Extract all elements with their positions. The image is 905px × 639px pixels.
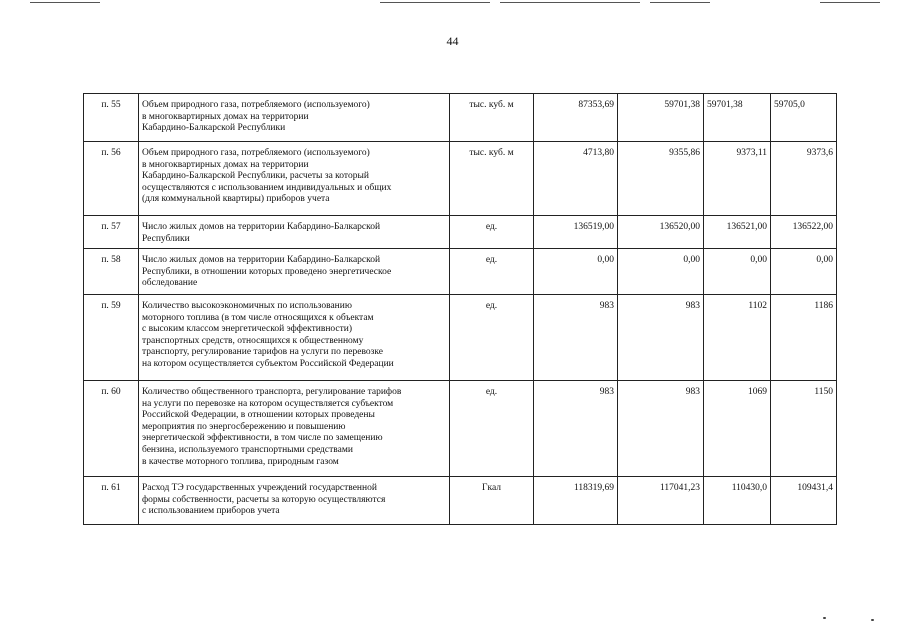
value-cell: 136522,00 [771, 216, 837, 249]
value-cell: 0,00 [618, 249, 704, 295]
value-cell: 9373,6 [771, 142, 837, 216]
value-cell: 117041,23 [618, 477, 704, 525]
value-cell: 1102 [704, 295, 771, 381]
row-unit: Гкал [450, 477, 534, 525]
indicator-table [83, 93, 837, 525]
row-unit: ед. [450, 249, 534, 295]
table-row [84, 249, 837, 295]
table-row [84, 477, 837, 525]
value-cell: 0,00 [771, 249, 837, 295]
value-cell: 1069 [704, 381, 771, 477]
value-cell: 983 [534, 295, 618, 381]
table-row [84, 94, 837, 142]
row-unit: ед. [450, 216, 534, 249]
value-cell: 983 [534, 381, 618, 477]
value-cell: 87353,69 [534, 94, 618, 142]
row-description: Количество общественного транспорта, регулирование тарифов на услуги по перевозке на котором осуществляется субъектом Российской Федерации, в отношении которых проведены мероприятия по энергосбережению и повышению энергетической эффективности, в том числе по замещению бензина, используемого транспортными средствами в качестве моторного топлива, природным газом [139, 381, 450, 477]
value-cell: 136520,00 [618, 216, 704, 249]
value-cell: 9373,11 [704, 142, 771, 216]
scan-edge-line [650, 2, 710, 3]
value-cell: 59705,0 [771, 94, 837, 142]
value-cell: 110430,0 [704, 477, 771, 525]
scan-speck [871, 619, 874, 621]
value-cell: 136519,00 [534, 216, 618, 249]
scan-edge-line [380, 2, 490, 3]
row-description: Расход ТЭ государственных учреждений государственной формы собственности, расчеты за которую осуществляются с использованием приборов учета [139, 477, 450, 525]
row-number: п. 57 [84, 216, 139, 249]
row-unit: ед. [450, 381, 534, 477]
value-cell: 0,00 [704, 249, 771, 295]
scan-speck [823, 617, 826, 619]
table-row [84, 142, 837, 216]
scan-edge-line [30, 2, 100, 3]
row-number: п. 58 [84, 249, 139, 295]
row-description: Объем природного газа, потребляемого (используемого) в многоквартирных домах на территории Кабардино-Балкарской Республики, расчеты за который осуществляются с использованием индивидуальных и общих (для коммунальной квартиры) приборов учета [139, 142, 450, 216]
value-cell: 1150 [771, 381, 837, 477]
row-number: п. 56 [84, 142, 139, 216]
value-cell: 983 [618, 381, 704, 477]
row-number: п. 55 [84, 94, 139, 142]
value-cell: 109431,4 [771, 477, 837, 525]
value-cell: 59701,38 [704, 94, 771, 142]
row-description: Количество высокоэкономичных по использованию моторного топлива (в том числе относящихся к объектам с высоким классом энергетической эффективности) транспортных средств, относящихся к общественному транспорту, регулирование тарифов на услуги по перевозке на котором осуществляется субъектом Российской Федерации [139, 295, 450, 381]
row-description: Число жилых домов на территории Кабардино-Балкарской Республики [139, 216, 450, 249]
value-cell: 983 [618, 295, 704, 381]
value-cell: 0,00 [534, 249, 618, 295]
row-description: Число жилых домов на территории Кабардино-Балкарской Республики, в отношении которых проведено энергетическое обследование [139, 249, 450, 295]
scan-edge-line [820, 2, 880, 3]
value-cell: 136521,00 [704, 216, 771, 249]
value-cell: 118319,69 [534, 477, 618, 525]
row-unit: ед. [450, 295, 534, 381]
page-number: 44 [446, 34, 459, 48]
row-description: Объем природного газа, потребляемого (используемого) в многоквартирных домах на территории Кабардино-Балкарской Республики [139, 94, 450, 142]
row-unit: тыс. куб. м [450, 142, 534, 216]
row-number: п. 61 [84, 477, 139, 525]
scan-edge-line [500, 2, 640, 3]
row-number: п. 59 [84, 295, 139, 381]
value-cell: 4713,80 [534, 142, 618, 216]
table-row [84, 295, 837, 381]
table-row [84, 381, 837, 477]
row-unit: тыс. куб. м [450, 94, 534, 142]
value-cell: 59701,38 [618, 94, 704, 142]
table-row [84, 216, 837, 249]
value-cell: 1186 [771, 295, 837, 381]
value-cell: 9355,86 [618, 142, 704, 216]
row-number: п. 60 [84, 381, 139, 477]
